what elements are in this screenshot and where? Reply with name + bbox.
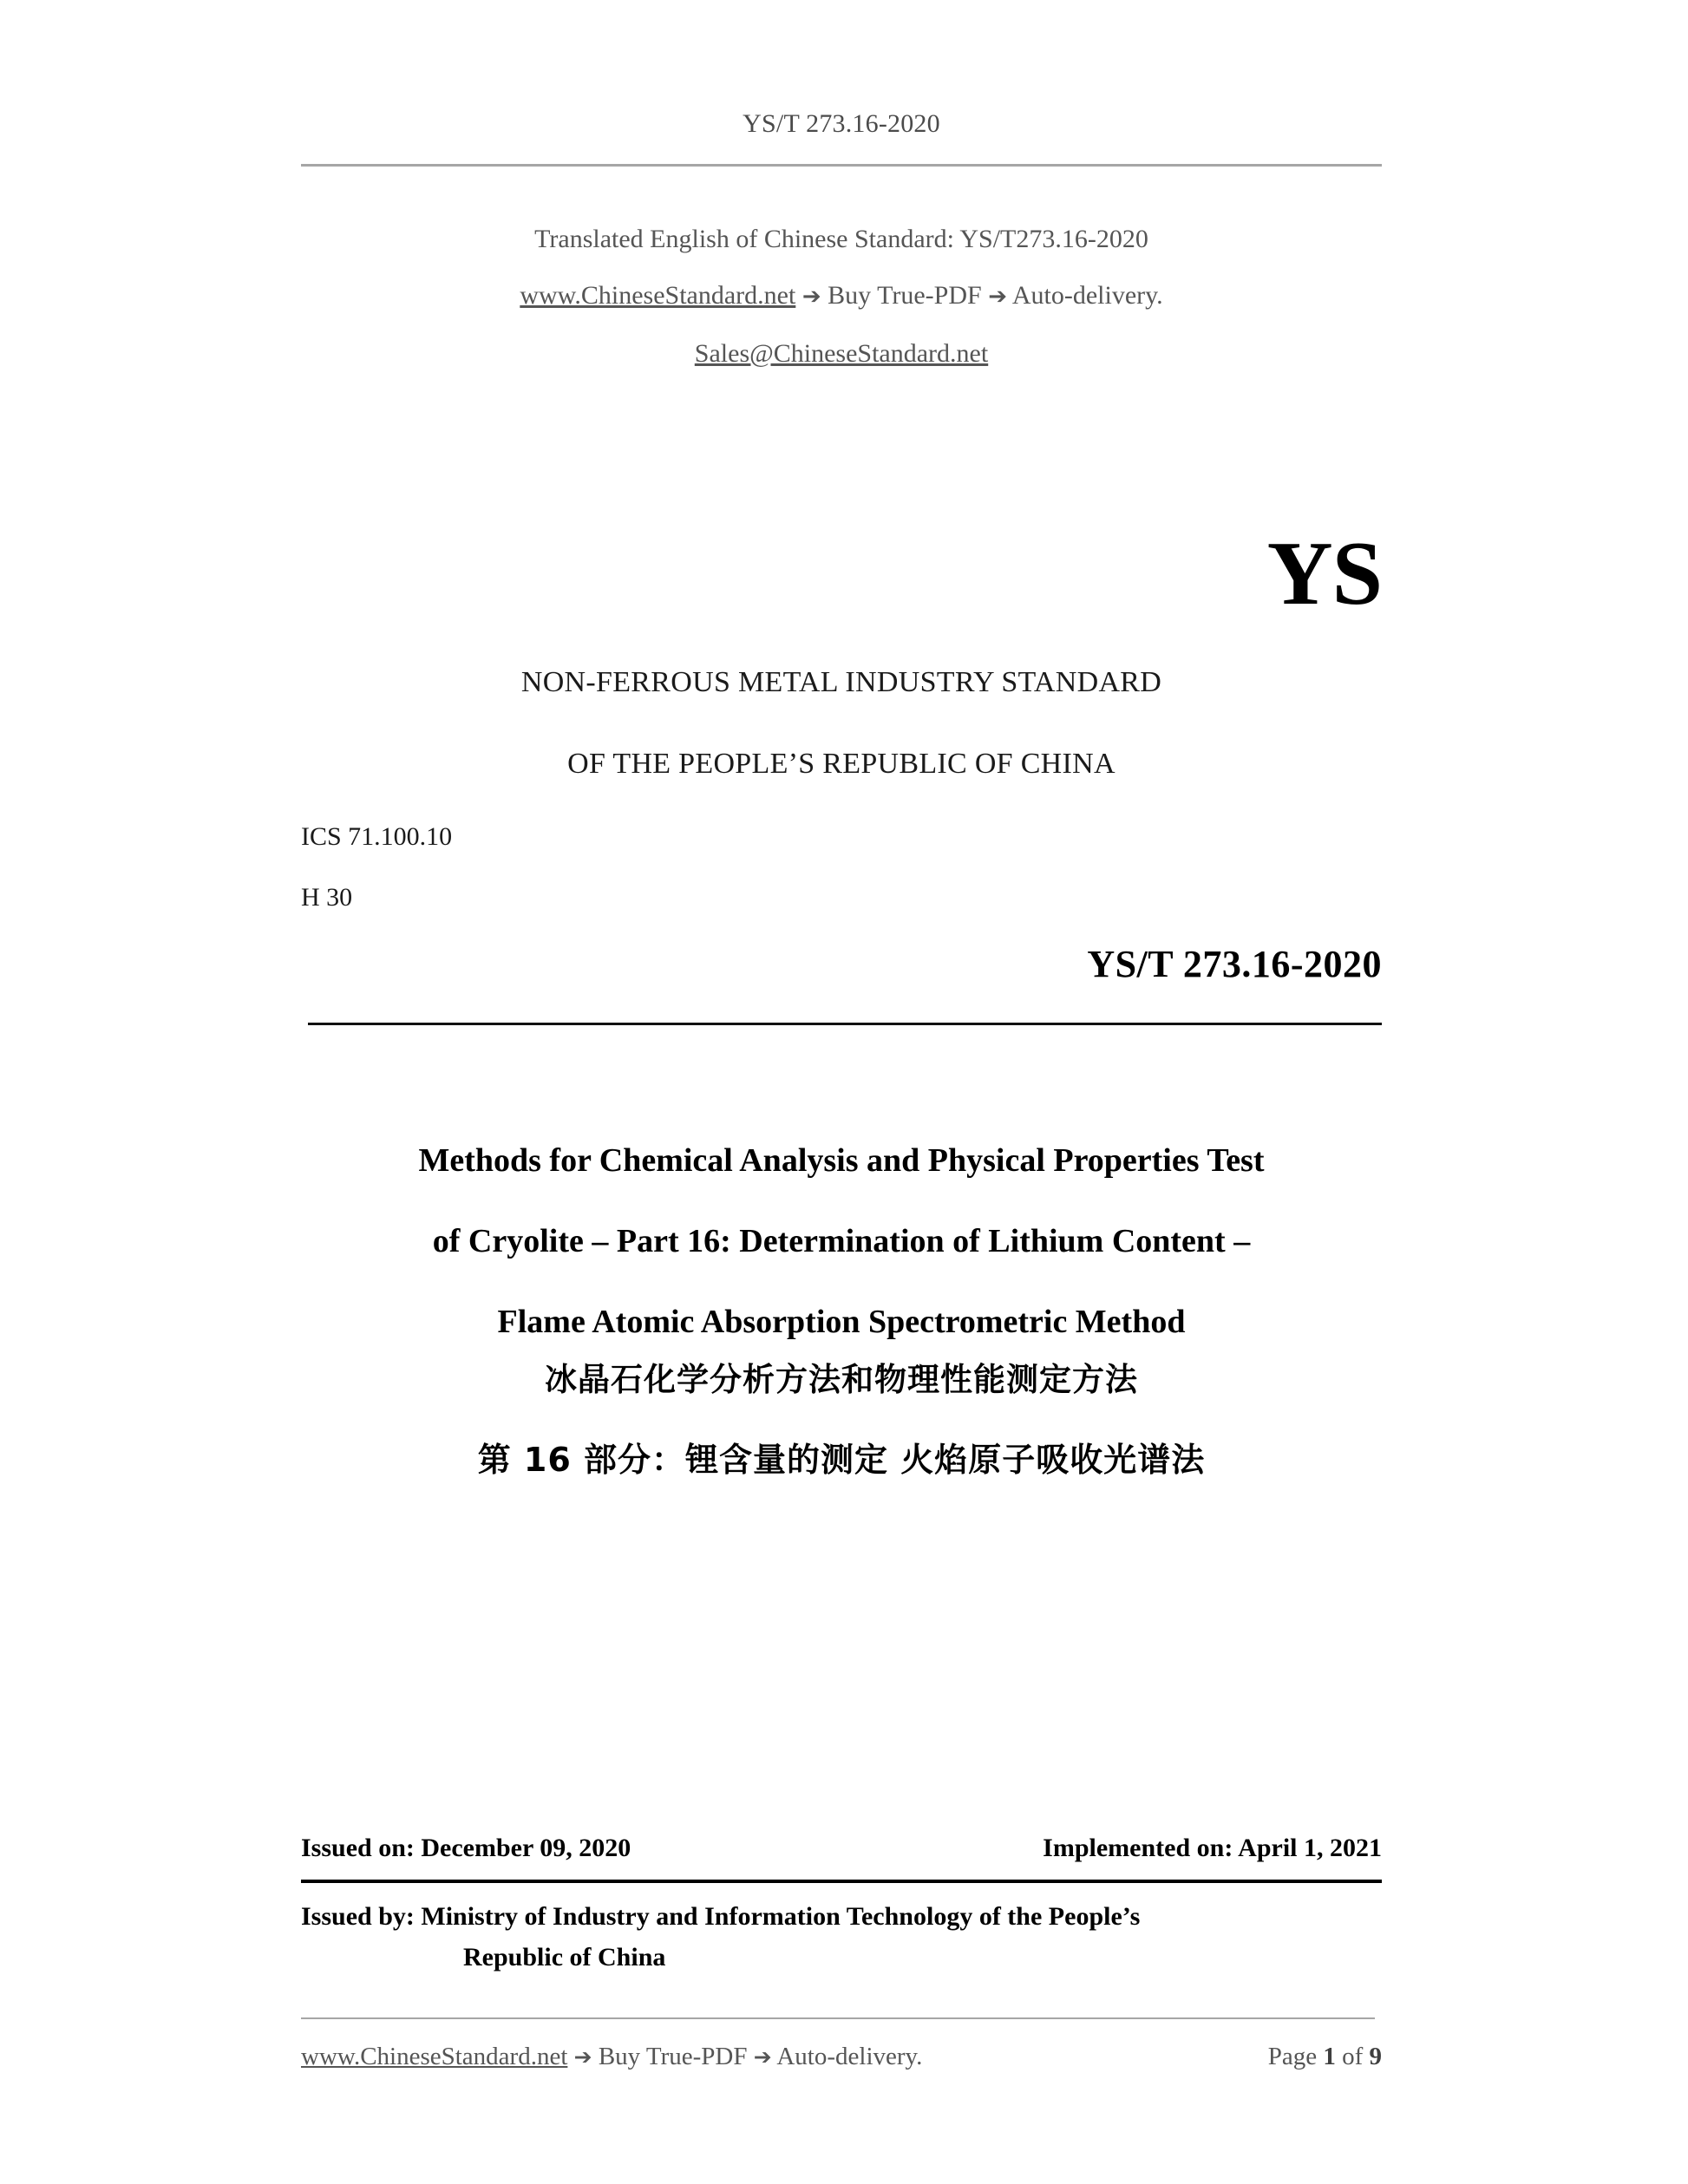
china-classification-code: H 30 bbox=[301, 883, 353, 912]
document-title-zh-line-1: 冰晶石化学分析方法和物理性能测定方法 bbox=[545, 1361, 1138, 1398]
promo-email-link[interactable]: Sales@ChineseStandard.net bbox=[694, 339, 989, 368]
dates-row bbox=[301, 1834, 1382, 1863]
page-number-current: 1 bbox=[1323, 2043, 1336, 2070]
document-title-en bbox=[301, 1121, 1382, 1363]
footer-divider bbox=[301, 2017, 1375, 2019]
standard-number: YS/T 273.16-2020 bbox=[1087, 943, 1382, 985]
page-header-standard-code: YS/T 273.16-2020 bbox=[743, 109, 940, 138]
footer-delivery-text: Auto-delivery. bbox=[776, 2043, 923, 2070]
promo-email-line bbox=[301, 325, 1382, 382]
header-divider bbox=[301, 164, 1382, 167]
title-en-line-2: of Cryolite – Part 16: Determination of Lithium Content – bbox=[432, 1223, 1251, 1259]
title-en-line-3: Flame Atomic Absorption Spectrometric Method bbox=[497, 1304, 1186, 1340]
implemented-on-date: Implemented on: April 1, 2021 bbox=[1043, 1834, 1382, 1862]
promo-site-link[interactable]: www.ChineseStandard.net bbox=[520, 281, 796, 310]
dates-divider bbox=[301, 1880, 1382, 1883]
page-footer bbox=[301, 2043, 1382, 2071]
footer-buy-text: Buy True-PDF bbox=[598, 2043, 748, 2070]
page-indicator bbox=[1268, 2043, 1382, 2071]
document-title-zh-line-2: 第 16 部分：锂含量的测定 火焰原子吸收光谱法 bbox=[477, 1441, 1206, 1479]
arrow-right-icon-4: ➔ bbox=[753, 2044, 772, 2070]
standard-number-divider bbox=[308, 1023, 1382, 1025]
title-en-line-1: Methods for Chemical Analysis and Physical Properties Test bbox=[418, 1142, 1265, 1179]
promo-block bbox=[301, 211, 1382, 382]
ys-logo: YS bbox=[1266, 522, 1382, 624]
issued-by-line-2: Republic of China bbox=[463, 1943, 666, 1971]
issued-on-date: Issued on: December 09, 2020 bbox=[301, 1834, 631, 1862]
arrow-right-icon: ➔ bbox=[801, 284, 821, 310]
footer-site-link[interactable]: www.ChineseStandard.net bbox=[301, 2043, 568, 2070]
promo-purchase-line bbox=[301, 267, 1382, 325]
footer-promo bbox=[301, 2043, 922, 2071]
arrow-right-icon-3: ➔ bbox=[573, 2044, 592, 2070]
page-of-label: of bbox=[1342, 2043, 1364, 2070]
standard-body-line-2: OF THE PEOPLE’S REPUBLIC OF CHINA bbox=[567, 748, 1116, 780]
ics-code: ICS 71.100.10 bbox=[301, 822, 453, 851]
issued-by-block bbox=[301, 1896, 1382, 1978]
promo-buy-text: Buy True-PDF bbox=[828, 281, 982, 310]
promo-delivery-text: Auto-delivery. bbox=[1011, 281, 1163, 310]
page-number-total: 9 bbox=[1369, 2043, 1382, 2070]
issued-by-line-1: Issued by: Ministry of Industry and Information Technology of the People’s bbox=[301, 1902, 1141, 1931]
standard-body-line-1: NON-FERROUS METAL INDUSTRY STANDARD bbox=[520, 666, 1162, 698]
page-label: Page bbox=[1267, 2043, 1318, 2070]
arrow-right-icon-2: ➔ bbox=[988, 284, 1007, 310]
promo-translated-line: Translated English of Chinese Standard: YS/T273.16-2020 bbox=[534, 225, 1148, 253]
